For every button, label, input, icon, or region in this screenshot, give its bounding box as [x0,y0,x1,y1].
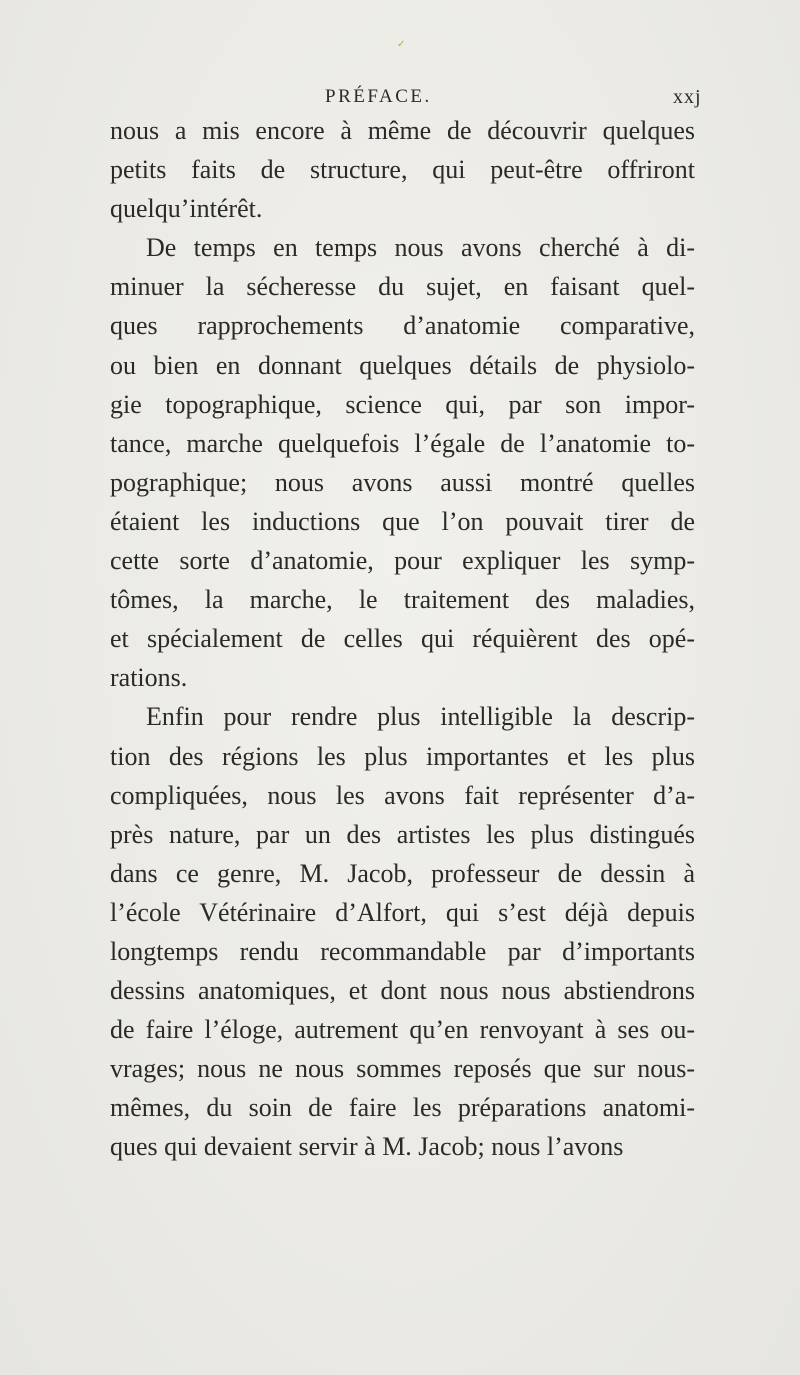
text-line: longtemps rendu recommandable par d’importants [110,936,695,966]
text-line: rations. [110,663,188,693]
text-line: de faire l’éloge, autrement qu’en renvoyant à ses ou- [110,1015,695,1045]
text-line: l’école Vétérinaire d’Alfort, qui s’est déjà depuis [110,897,695,927]
running-title: PRÉFACE. [325,86,432,107]
text-line: ques qui devaient servir à M. Jacob; nous l’avons [110,1132,624,1162]
text-line: minuer la sécheresse du sujet, en faisant quel- [110,272,695,302]
text-line: tômes, la marche, le traitement des maladies, [110,585,695,615]
page-number: xxj [673,86,702,108]
text-line: tion des régions les plus importantes et les plus [110,741,695,771]
text-line: tance, marche quelquefois l’égale de l’anatomie to- [110,428,695,458]
text-line: pographique; nous avons aussi montré quelles [110,467,695,497]
text-line: gie topographique, science qui, par son impor- [110,389,695,419]
text-line: vrages; nous ne nous sommes reposés que sur nous- [110,1054,695,1084]
running-head [0,84,800,110]
text-line: dessins anatomiques, et dont nous nous abstiendrons [110,976,695,1006]
text-line: petits faits de structure, qui peut-être offriront [110,155,695,185]
text-line: étaient les inductions que l’on pouvait tirer de [110,506,695,536]
text-line: ou bien en donnant quelques détails de physiolo- [110,350,695,380]
text-line: quelqu’intérêt. [110,194,263,224]
text-line: Enfin pour rendre plus intelligible la descrip- [146,702,695,732]
text-line: dans ce genre, M. Jacob, professeur de dessin à [110,858,695,888]
text-line: De temps en temps nous avons cherché à di- [146,233,695,263]
text-line: près nature, par un des artistes les plus distingués [110,819,695,849]
text-line: nous a mis encore à même de découvrir quelques [110,116,695,145]
text-line: mêmes, du soin de faire les préparations anatomi- [110,1093,695,1123]
body-text [110,111,695,1167]
text-line: compliquées, nous les avons fait représenter d’a- [110,780,695,810]
ink-speck: ✓ [397,39,406,50]
text-line: ques rapprochements d’anatomie comparative, [110,311,695,341]
text-line: cette sorte d’anatomie, pour expliquer les symp- [110,546,695,576]
text-line: et spécialement de celles qui réquièrent des opé- [110,624,695,654]
